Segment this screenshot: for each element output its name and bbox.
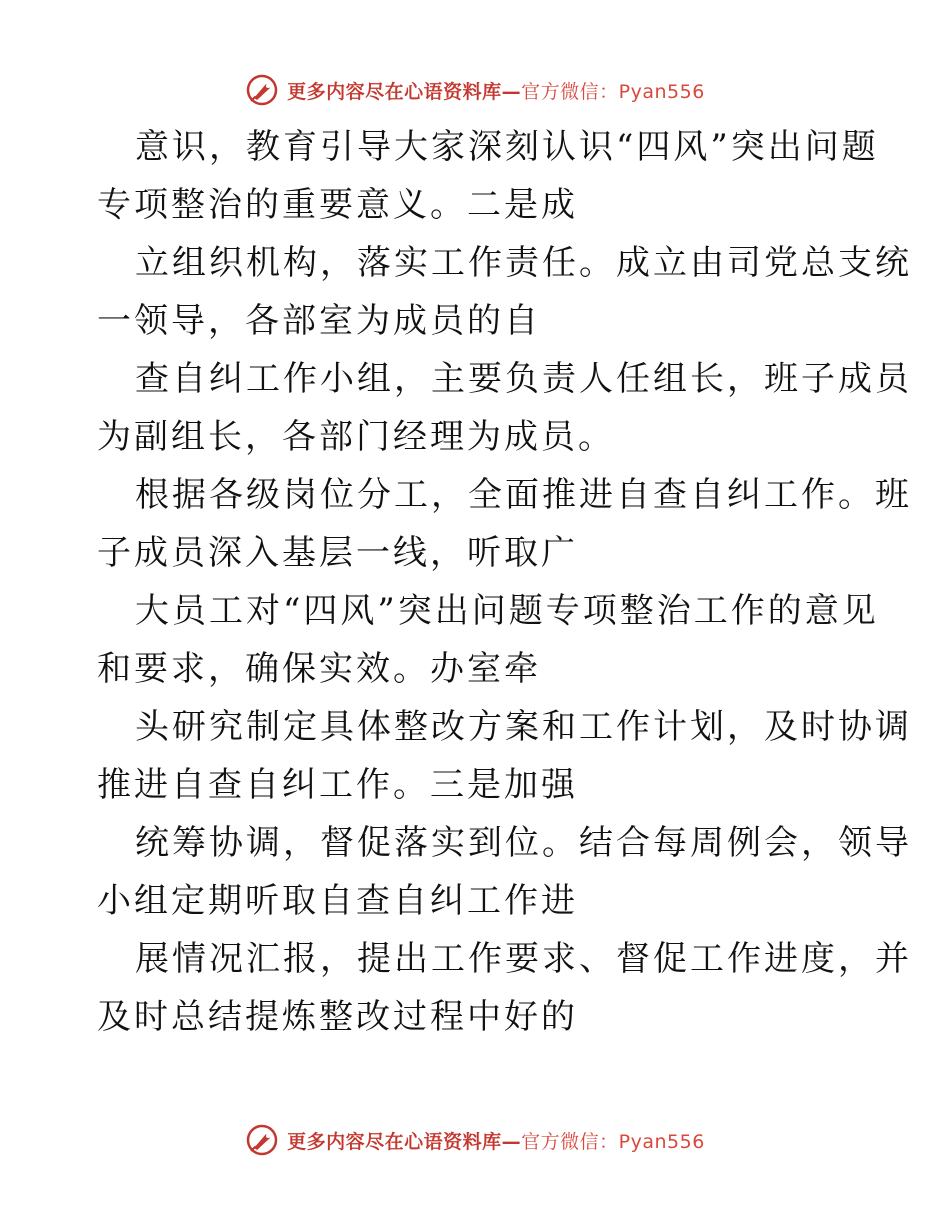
paragraph-line: 大员工对“四风”突出问题专项整治工作的意见 bbox=[135, 591, 879, 631]
paragraph bbox=[97, 350, 912, 466]
header-banner bbox=[0, 68, 950, 112]
paragraph-line: 统筹协调，督促落实到位。结合每周例会，领导 bbox=[135, 823, 912, 863]
paragraph-line: 及时总结提炼整改过程中好的 bbox=[97, 997, 578, 1037]
paragraph bbox=[97, 234, 912, 350]
paragraph bbox=[97, 814, 912, 930]
footer-wechat-text: 官方微信：Pyan556 bbox=[521, 1130, 705, 1153]
paragraph bbox=[97, 466, 912, 582]
paragraph-line: 意识，教育引导大家深刻认识“四风”突出问题 bbox=[135, 127, 879, 167]
paragraph-line: 子成员深入基层一线，听取广 bbox=[97, 533, 578, 573]
header-promo-text: 更多内容尽在心语资料库 bbox=[287, 80, 502, 103]
paragraph-line: 根据各级岗位分工，全面推进自查自纠工作。班 bbox=[135, 475, 912, 515]
paragraph-line: 专项整治的重要意义。二是成 bbox=[97, 185, 578, 225]
paragraph-line: 头研究制定具体整改方案和工作计划，及时协调 bbox=[135, 707, 912, 747]
footer-separator: — bbox=[501, 1130, 522, 1153]
paragraph bbox=[97, 118, 879, 234]
header-separator: — bbox=[501, 80, 522, 103]
paragraph-line: 小组定期听取自查自纠工作进 bbox=[97, 881, 578, 921]
paragraph-line: 展情况汇报，提出工作要求、督促工作进度，并 bbox=[135, 939, 912, 979]
header-wechat-text: 官方微信：Pyan556 bbox=[521, 80, 705, 103]
document-body bbox=[97, 118, 912, 1046]
pen-nib-logo-icon bbox=[245, 1123, 279, 1157]
paragraph bbox=[97, 698, 912, 814]
pen-nib-logo-icon bbox=[245, 73, 279, 107]
paragraph-line: 为副组长，各部门经理为成员。 bbox=[97, 417, 615, 457]
header-text bbox=[287, 77, 705, 104]
paragraph bbox=[97, 582, 879, 698]
paragraph-line: 推进自查自纠工作。三是加强 bbox=[97, 765, 578, 805]
paragraph-line: 查自纠工作小组，主要负责人任组长，班子成员 bbox=[135, 359, 912, 399]
paragraph-line: 立组织机构，落实工作责任。成立由司党总支统 bbox=[135, 243, 912, 283]
footer-promo-text: 更多内容尽在心语资料库 bbox=[287, 1130, 502, 1153]
footer-banner bbox=[0, 1118, 950, 1162]
paragraph-line: 一领导，各部室为成员的自 bbox=[97, 301, 541, 341]
paragraph bbox=[97, 930, 912, 1046]
paragraph-line: 和要求，确保实效。办室牵 bbox=[97, 649, 541, 689]
footer-text bbox=[287, 1127, 705, 1154]
